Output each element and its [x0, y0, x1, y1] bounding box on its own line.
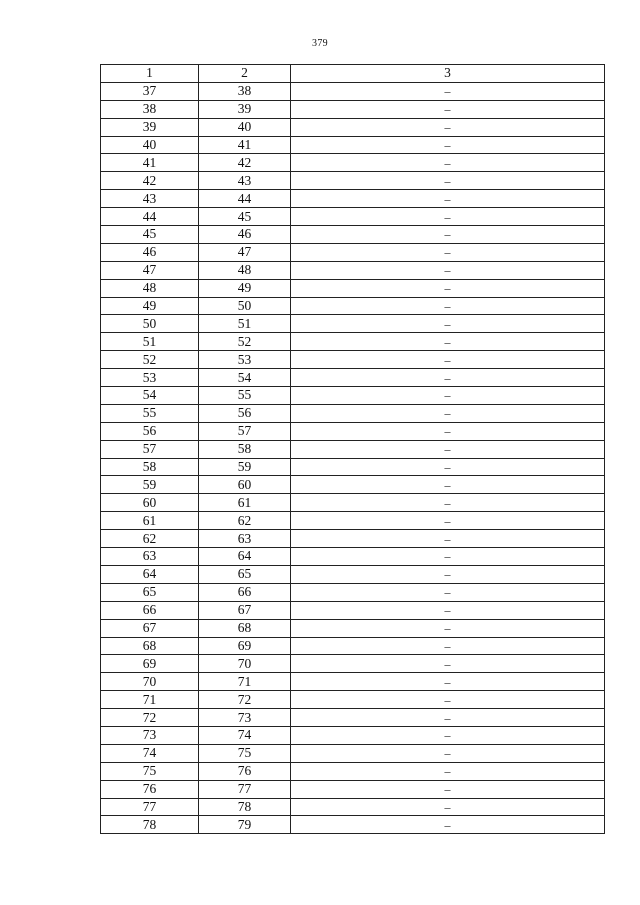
table-row: [101, 100, 605, 118]
table-cell-col-1: 39: [101, 118, 199, 136]
table-cell-col-2: 73: [199, 709, 291, 727]
table-cell-col-3: –: [291, 726, 605, 744]
table-row: [101, 387, 605, 405]
table-row: [101, 404, 605, 422]
table-cell-col-3: –: [291, 226, 605, 244]
table-row: [101, 637, 605, 655]
table-cell-col-1: 67: [101, 619, 199, 637]
table-cell-col-3: –: [291, 637, 605, 655]
table-cell-col-3: –: [291, 709, 605, 727]
table-cell-col-1: 51: [101, 333, 199, 351]
table-row: [101, 619, 605, 637]
table-cell-col-3: –: [291, 548, 605, 566]
table-row: [101, 172, 605, 190]
table-cell-col-1: 69: [101, 655, 199, 673]
table-cell-col-1: 59: [101, 476, 199, 494]
table-row: [101, 548, 605, 566]
table-cell-col-2: 38: [199, 82, 291, 100]
table-cell-col-1: 65: [101, 583, 199, 601]
table-row: [101, 422, 605, 440]
table-row: [101, 762, 605, 780]
table-cell-col-2: 79: [199, 816, 291, 834]
table-cell-col-1: 76: [101, 780, 199, 798]
table-cell-col-1: 47: [101, 261, 199, 279]
table-row: [101, 798, 605, 816]
table-row: [101, 726, 605, 744]
table-row: [101, 583, 605, 601]
table-cell-col-2: 55: [199, 387, 291, 405]
table-cell-col-3: –: [291, 261, 605, 279]
table-cell-col-2: 43: [199, 172, 291, 190]
table-cell-col-2: 51: [199, 315, 291, 333]
table-cell-col-2: 49: [199, 279, 291, 297]
table-cell-col-1: 73: [101, 726, 199, 744]
table-cell-col-2: 48: [199, 261, 291, 279]
table-cell-col-1: 52: [101, 351, 199, 369]
table-cell-col-3: –: [291, 798, 605, 816]
table-cell-col-2: 57: [199, 422, 291, 440]
table-body: [101, 82, 605, 833]
table-cell-col-1: 53: [101, 369, 199, 387]
table-row: [101, 333, 605, 351]
table-cell-col-2: 70: [199, 655, 291, 673]
table-cell-col-3: –: [291, 583, 605, 601]
table-cell-col-1: 46: [101, 243, 199, 261]
table-cell-col-3: –: [291, 440, 605, 458]
table-row: [101, 744, 605, 762]
table-row: [101, 279, 605, 297]
table-cell-col-1: 70: [101, 673, 199, 691]
table-cell-col-1: 64: [101, 565, 199, 583]
table-cell-col-1: 49: [101, 297, 199, 315]
table-cell-col-3: –: [291, 744, 605, 762]
table-cell-col-3: –: [291, 172, 605, 190]
table-cell-col-1: 37: [101, 82, 199, 100]
table-cell-col-3: –: [291, 619, 605, 637]
table-cell-col-3: –: [291, 673, 605, 691]
table-cell-col-1: 55: [101, 404, 199, 422]
table-row: [101, 136, 605, 154]
table-cell-col-1: 63: [101, 548, 199, 566]
table-row: [101, 709, 605, 727]
table-cell-col-2: 72: [199, 691, 291, 709]
table-cell-col-3: –: [291, 315, 605, 333]
table-row: [101, 780, 605, 798]
table-cell-col-2: 40: [199, 118, 291, 136]
table-cell-col-2: 58: [199, 440, 291, 458]
table-cell-col-1: 38: [101, 100, 199, 118]
table-row: [101, 369, 605, 387]
table-cell-col-2: 66: [199, 583, 291, 601]
table-cell-col-2: 53: [199, 351, 291, 369]
column-header-1: 1: [101, 65, 199, 83]
table-cell-col-3: –: [291, 100, 605, 118]
table-row: [101, 655, 605, 673]
table-cell-col-3: –: [291, 279, 605, 297]
table-row: [101, 512, 605, 530]
table-row: [101, 315, 605, 333]
page-number: 379: [312, 38, 328, 49]
table-row: [101, 440, 605, 458]
table-cell-col-1: 74: [101, 744, 199, 762]
table-cell-col-2: 56: [199, 404, 291, 422]
table-cell-col-3: –: [291, 369, 605, 387]
column-header-3: 3: [291, 65, 605, 83]
table-row: [101, 494, 605, 512]
table-cell-col-2: 42: [199, 154, 291, 172]
table-cell-col-3: –: [291, 601, 605, 619]
table-cell-col-3: –: [291, 762, 605, 780]
table-cell-col-1: 44: [101, 208, 199, 226]
table-row: [101, 154, 605, 172]
table-cell-col-2: 63: [199, 530, 291, 548]
table-cell-col-1: 62: [101, 530, 199, 548]
table-cell-col-2: 67: [199, 601, 291, 619]
table-cell-col-2: 61: [199, 494, 291, 512]
table-row: [101, 243, 605, 261]
table-cell-col-1: 66: [101, 601, 199, 619]
table-cell-col-2: 52: [199, 333, 291, 351]
table-cell-col-1: 61: [101, 512, 199, 530]
table-cell-col-2: 77: [199, 780, 291, 798]
table-cell-col-3: –: [291, 82, 605, 100]
table-cell-col-3: –: [291, 530, 605, 548]
table-cell-col-3: –: [291, 387, 605, 405]
table-cell-col-1: 42: [101, 172, 199, 190]
table-row: [101, 673, 605, 691]
table-row: [101, 208, 605, 226]
table-cell-col-3: –: [291, 422, 605, 440]
table-cell-col-2: 65: [199, 565, 291, 583]
table-cell-col-1: 68: [101, 637, 199, 655]
table-row: [101, 190, 605, 208]
table-cell-col-3: –: [291, 655, 605, 673]
table-row: [101, 351, 605, 369]
table-cell-col-2: 78: [199, 798, 291, 816]
table-cell-col-1: 78: [101, 816, 199, 834]
table-row: [101, 565, 605, 583]
table-cell-col-1: 56: [101, 422, 199, 440]
table-cell-col-3: –: [291, 691, 605, 709]
table-row: [101, 118, 605, 136]
table-cell-col-1: 50: [101, 315, 199, 333]
table-cell-col-3: –: [291, 816, 605, 834]
table-cell-col-1: 71: [101, 691, 199, 709]
table-cell-col-1: 75: [101, 762, 199, 780]
table-cell-col-1: 43: [101, 190, 199, 208]
table-row: [101, 226, 605, 244]
table-cell-col-2: 68: [199, 619, 291, 637]
data-table: [100, 64, 605, 834]
table-cell-col-3: –: [291, 458, 605, 476]
table-cell-col-2: 62: [199, 512, 291, 530]
table-cell-col-2: 41: [199, 136, 291, 154]
table-cell-col-3: –: [291, 154, 605, 172]
table-cell-col-1: 48: [101, 279, 199, 297]
table-cell-col-3: –: [291, 512, 605, 530]
table-cell-col-1: 60: [101, 494, 199, 512]
table-cell-col-3: –: [291, 118, 605, 136]
table-cell-col-2: 47: [199, 243, 291, 261]
table-cell-col-3: –: [291, 297, 605, 315]
table-cell-col-1: 41: [101, 154, 199, 172]
table-cell-col-2: 45: [199, 208, 291, 226]
table-cell-col-2: 44: [199, 190, 291, 208]
table-cell-col-2: 64: [199, 548, 291, 566]
table-cell-col-2: 60: [199, 476, 291, 494]
table-row: [101, 297, 605, 315]
table-row: [101, 82, 605, 100]
table-header-row: [101, 65, 605, 83]
table-cell-col-3: –: [291, 243, 605, 261]
table-cell-col-3: –: [291, 208, 605, 226]
table-cell-col-3: –: [291, 404, 605, 422]
table-row: [101, 601, 605, 619]
table-cell-col-2: 69: [199, 637, 291, 655]
table-row: [101, 476, 605, 494]
table-cell-col-1: 77: [101, 798, 199, 816]
table-cell-col-2: 39: [199, 100, 291, 118]
table-cell-col-2: 71: [199, 673, 291, 691]
table-cell-col-1: 54: [101, 387, 199, 405]
table-row: [101, 816, 605, 834]
table-row: [101, 458, 605, 476]
table-row: [101, 261, 605, 279]
table-cell-col-1: 72: [101, 709, 199, 727]
table-row: [101, 691, 605, 709]
table-cell-col-3: –: [291, 565, 605, 583]
table-cell-col-1: 40: [101, 136, 199, 154]
column-header-2: 2: [199, 65, 291, 83]
table-cell-col-2: 46: [199, 226, 291, 244]
table-cell-col-1: 45: [101, 226, 199, 244]
table-cell-col-3: –: [291, 351, 605, 369]
table-cell-col-2: 50: [199, 297, 291, 315]
table-cell-col-3: –: [291, 136, 605, 154]
table-cell-col-2: 75: [199, 744, 291, 762]
table-cell-col-2: 59: [199, 458, 291, 476]
table-cell-col-2: 76: [199, 762, 291, 780]
table-cell-col-3: –: [291, 780, 605, 798]
table-cell-col-1: 57: [101, 440, 199, 458]
table-cell-col-3: –: [291, 476, 605, 494]
table-cell-col-2: 54: [199, 369, 291, 387]
table-cell-col-1: 58: [101, 458, 199, 476]
table-cell-col-3: –: [291, 333, 605, 351]
table-row: [101, 530, 605, 548]
table-cell-col-2: 74: [199, 726, 291, 744]
table-cell-col-3: –: [291, 190, 605, 208]
table-cell-col-3: –: [291, 494, 605, 512]
